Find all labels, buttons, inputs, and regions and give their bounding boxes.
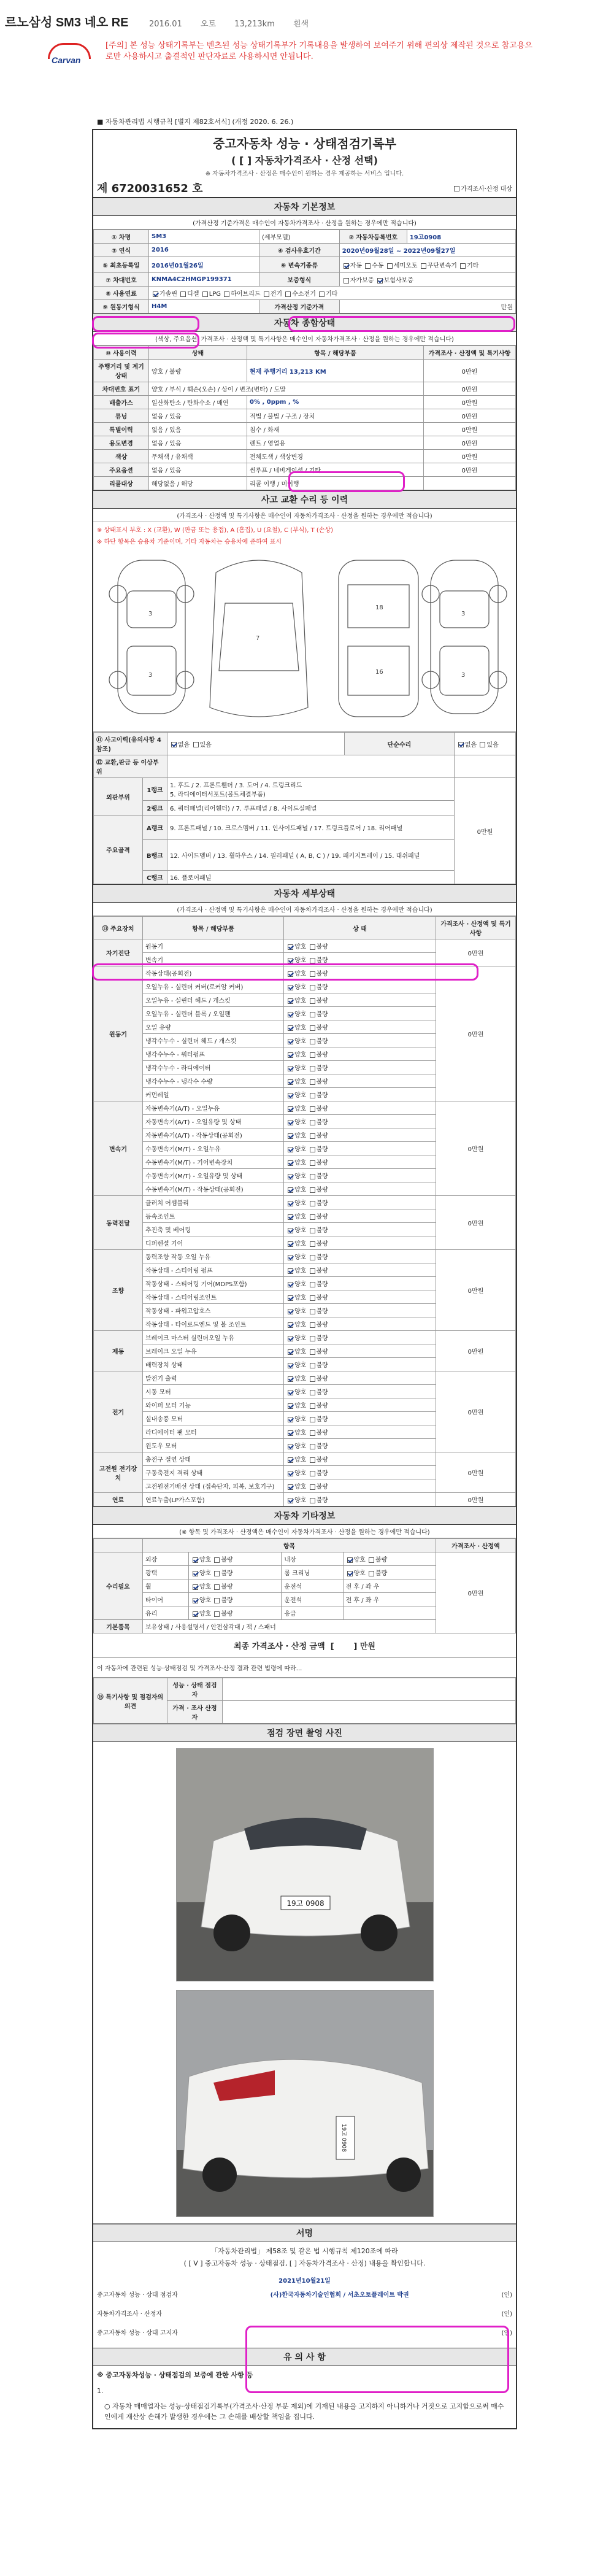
detail-row: 냉각수누수 - 워터펌프 양호 불량 [94,1047,516,1061]
detail-row: 작동상태 - 스티어링조인트 양호 불량 [94,1290,516,1304]
detail-row: 전기 발전기 출력 양호 불량 0만원 [94,1371,516,1385]
detail-row: 와이퍼 모터 기능 양호 불량 [94,1398,516,1412]
detail-row: 배력장치 상태 양호 불량 [94,1358,516,1371]
car-color: 흰색 [293,20,309,29]
car-mileage: 13,213km [234,20,275,29]
highlight-year [92,316,199,332]
doc-subtitle: ※ 자동차가격조사 · 산정은 매수인이 원하는 경우 제공하는 서비스 입니다. [205,171,404,177]
final-price-row: 최종 가격조사 · 산정 금액 [ ] 만원 [93,1633,516,1658]
value-firstreg: 2016년01월26일 [149,257,259,273]
detail-row: 작동상태 - 타이로드엔드 및 볼 조인트 양호 불량 [94,1317,516,1331]
label-warranty: 보증형식 [259,273,340,287]
label-plate: ② 자동차등록번호 [339,230,407,244]
svg-text:3: 3 [148,672,153,679]
detail-row: 추진축 및 베어링 양호 불량 [94,1223,516,1236]
inspector-name: (사)한국자동차기술인협회 / 서초오토플레이트 박권 [270,2292,409,2299]
label-name: ① 차명 [94,230,149,244]
detail-row: 조향 동력조향 작동 오일 누유 양호 불량 0만원 [94,1250,516,1263]
fuel-options: 가솔린 디젤 LPG 하이브리드 전기 수소전기 기타 [149,287,516,300]
svg-text:18: 18 [375,604,383,611]
value-engine: H4M [149,300,259,314]
photo-area [93,1742,516,2224]
check-label: 가격조사·산정 대상 [453,183,512,193]
etc-note: (※ 항목 및 가격조사 · 산정액은 매수인이 자동차가격조사 · 산정을 원하는 경우에만 적습니다) [93,1525,516,1538]
svg-text:3: 3 [461,672,466,679]
label-valid: ④ 검사유효기간 [259,244,340,257]
photo-title: 점검 장면 촬영 사진 [93,1724,516,1742]
basic-info-note: (가격산정 기준가격은 매수인이 자동차가격조사 · 산정을 원하는 경우에만 적습니다) [93,216,516,229]
svg-text:16: 16 [375,669,383,676]
current-mileage: 현재 주행거리 13,213 KM [247,360,424,382]
detail-row: 자기진단 원동기 양호 불량 0만원 [94,939,516,953]
detail-row: 원동기 작동상태(공회전) 양호 불량 0만원 [94,966,516,980]
detail-row: 작동상태 - 스티어링 기어(MDPS포함) 양호 불량 [94,1277,516,1290]
detail-row: 자동변속기(A/T) - 오일유량 및 상태 양호 불량 [94,1115,516,1128]
notice-text: [주의] 본 성능 상태기록부는 벤츠된 성능 상태기록부가 기록내용을 발생하여 보여주기 위해 편의상 제작된 것으로 참고용으로만 사용하시고 출결적인 판단자료로 사용하시면 안됩니다. [106,41,532,61]
detail-row: 자동변속기(A/T) - 작동상태(공회전) 양호 불량 [94,1128,516,1142]
detail-row: 오일 유량 양호 불량 [94,1020,516,1034]
accident-table: ⑪ 사고이력(유의사항 4 참조) 없음 있음 단순수리 없음 있음 ⑫ 교환,판금 등 이상부위 외판부위 1랭크 1. 후드 / 2. 프론트휀더 / 3. 도어 / 4. 트렁크리드 5. 라디에이터서포트(볼트체결부품) 0만원 2랭크 6. 쿼터패널(리어휀더) / 7. 루프패널 / 8. 사이드실패널 주요골격 A랭크 9. 프론트패널 / 10. 크로스멤버 / 11. 인사이드패널 / 17. 트렁크플로어 / 18. 리어패널 B랭크 12. 사이드멤버 / 13. 휠하우스 / 14. 필러패널 ( A, B, C ) / 19. 패키지트레이 / 15. 대쉬패널 C랭크 16. 플로어패널 [93,732,516,884]
caution-text: ○ 자동차 매매업자는 성능·상태점검기록부(가격조사·산정 부분 제외)에 기재된 내용을 고지하지 아니하거나 거짓으로 고지함으로써 매수인에게 재산상 손해가 발생한 경우에는 그 손해를 배상할 책임을 집니다. [104,2402,504,2421]
trans-options: 자동 수동 세미오토 무단변속기 기타 [339,257,515,273]
detail-row: 오일누유 - 실린더 헤드 / 개스킷 양호 불량 [94,993,516,1007]
svg-text:19고 0908: 19고 0908 [340,2124,347,2152]
detail-row: 제동 브레이크 마스터 실린더오일 누유 양호 불량 0만원 [94,1331,516,1344]
rear-photo [176,1990,434,2217]
label-vin: ⑦ 차대번호 [94,273,149,287]
highlight-valid [288,316,515,332]
svg-text:3: 3 [461,611,466,617]
label-firstreg: ⑤ 최초등록일 [94,257,149,273]
highlight-firstreg [92,333,199,349]
highlight-accident [92,963,478,981]
detail-row: 윈도우 모터 양호 불량 [94,1439,516,1452]
highlight-mileage [288,471,405,492]
svg-text:7: 7 [256,635,260,642]
detail-row: 고전원전기배선 상태 (접속단자, 피복, 보호기구) 양호 불량 [94,1479,516,1493]
law-text: 이 자동차에 관련된 성능·상태점검 및 가격조사·산정 결과 관련 법령에 따라... [93,1658,516,1678]
caution-item-no: 1. [97,2387,104,2395]
label-fuel: ⑧ 사용연료 [94,287,149,300]
detail-row: 연료 연료누출(LP가스포함) 양호 불량 0만원 [94,1493,516,1506]
basic-info-title: 자동차 기본정보 [93,198,516,216]
svg-text:19고 0908: 19고 0908 [286,1899,325,1908]
accident-legend2: ※ 하단 항목은 승용차 기준이며, 기타 자동차는 승용차에 준하여 표시 [97,539,282,546]
car-meta [149,17,325,29]
summary-title: 자동차 종합상태 [93,314,516,332]
detail-row: 시동 모터 양호 불량 [94,1385,516,1398]
detail-row: 구동축전지 격리 상태 양호 불량 [94,1466,516,1479]
label-trans: ⑥ 변속기종류 [259,257,340,273]
detail-row: 등속조인트 양호 불량 [94,1209,516,1223]
value-vin: KNMA4C2HMGP199371 [149,273,259,287]
detail-row: 동력전달 클러치 어셈블리 양호 불량 0만원 [94,1196,516,1209]
accident-title: 사고 교환 수리 등 이력 [93,490,516,509]
detail-row: 작동상태 - 파워고압호스 양호 불량 [94,1304,516,1317]
summary-note: (색상, 주요옵션, 가격조사 · 산정액 및 특기사항은 매수인이 자동차가격조사 · 산정을 원하는 경우에만 적습니다) [93,332,516,345]
detail-row: 냉각수누수 - 실린더 헤드 / 개스킷 양호 불량 [94,1034,516,1047]
car-name: 르노삼성 SM3 네오 RE [5,16,129,29]
accident-note: (가격조사 · 산정액 및 특기사항은 매수인이 자동차가격조사 · 산정을 원하는 경우에만 적습니다) [93,509,516,522]
caution-title: 유 의 사 항 [93,2348,516,2366]
svg-text:3: 3 [148,611,153,617]
car-outline-diagram [93,548,516,732]
detail-row: 실내송풍 모터 양호 불량 [94,1412,516,1425]
detail-row: 고전원 전기장치 충전구 절연 상태 양호 불량 0만원 [94,1452,516,1466]
basic-info-table: ① 차명 SM3 (세부모델) ② 자동차등록번호 19고0908 ③ 연식 2016 ④ 검사유효기간 2020년09월28일 ~ 2022년09월27일 ⑤ 최초등록일 2016년01월26일 ⑥ 변속기종류 자동 수동 세미오토 무단변속기 기타 ⑦ 차대번호 KNMA4C2HMGP199371 보증형식 자가보증 보험사보증 ⑧ 사용연료 가솔린 디젤 LPG 하이브리드 전기 수소전기 기타 ⑨ 원동기형식 H4M 가격산정 기준가격 만원 [93,229,516,314]
highlight-sign [245,2326,509,2393]
value-plate: 19고0908 [407,230,515,244]
accident-legend: ※ 상태표시 부호 : X (교환), W (판금 또는 용접), A (흠집), U (요철), C (부식), T (손상) [97,527,334,534]
doc-number-row [93,179,516,198]
doc-title: 중고자동차 성능 · 상태점검기록부 [213,136,396,151]
listing-header [0,0,603,37]
carvan-logo: Carvan [48,43,97,70]
detail-table: ⑬ 주요장치 항목 / 해당부품 상 태 가격조사 · 산정액 및 특기사항 자기진단 원동기 양호 불량 0만원 변속기 양호 불량 원동기 작동상태(공회전) 양호 불량 0만원 오일누유 - 실린더 커버(로커암 커버) 양호 불량 오일누유 - 실린더 헤드 / 개스킷 양호 불량 오일누유 - 실린더 블록 / 오일팬 양호 불량 오일 유량 양호 불량 냉각수누수 - 실린더 헤드 / 개스킷 양호 불량 냉각수누수 - 워터펌프 양호 불량 냉각수누수 - 라디에이터 양호 불량 냉각수누수 - 냉각수 수량 양호 불량 커먼레일 양호 불량 변속기 자동변속기(A/T) - 오일누유 양호 불량 0만원 자동변속기(A/T) - 오일유량 및 상태 양호 불량 자동변속기(A/T) - 작동상태(공회전) 양호 불량 수동변속기(M/T) - 오일누유 양호 불량 수동변속기(M/T) - 기어변속장치 양호 불량 수동변속기(M/T) - 오일유량 및 상태 양호 불량 수동변속기(M/T) - 작동상태(공회전) 양호 불량 동력전달 클러치 어셈블리 양호 불량 0만원 등속조인트 양호 불량 추진축 및 베어링 양호 불량 디퍼렌셜 기어 양호 불량 조향 동력조향 작동 오일 누유 양호 불량 0만원 작동상태 - 스티어링 펌프 양호 불량 작동상태 - 스티어링 기어(MDPS포함) 양호 불량 작동상태 - 스티어링조인트 양호 불량 작동상태 - 파워고압호스 양호 불량 작동상태 - 타이로드엔드 및 볼 조인트 양호 불량 제동 브레이크 마스터 실린더오일 누유 양호 불량 0만원 브레이크 오일 누유 양호 불량 배력장치 상태 양호 불량 전기 발전기 출력 양호 불량 0만원 시동 모터 양호 불량 와이퍼 모터 기능 양호 불량 실내송풍 모터 양호 불량 라디에이터 팬 모터 양호 불량 윈도우 모터 양호 불량 고전원 전기장치 충전구 절연 상태 양호 불량 0만원 구동축전지 격리 상태 양호 불량 고전원전기배선 상태 (접속단자, 피복, 보호기구) 양호 불량 연료 연료누출(LP가스포함) 양호 불량 0만원 [93,916,516,1506]
detail-row: 수동변속기(M/T) - 기어변속장치 양호 불량 [94,1155,516,1169]
value-name: SM3 [149,230,259,244]
etc-table: 항목 가격조사 · 산정액 수리필요 외장 양호 불량 내장 양호 불량 0만원 광택 양호 불량 룸 크리닝 양호 불량 휠 양호 불량 운전석 전 후 / 좌 우 타이어 양호 불량 운전석 전 후 / 좌 우 유리 양호 불량 응급 기본품목 보유상태 / 사용설명서 / 안전삼각대 / 잭 / 스패너 [93,1538,516,1633]
form-note: ■ 자동차관리법 시행규칙 [별지 제82호서식] (개정 2020. 6. 26.) [97,118,294,126]
detail-note: (가격조사 · 산정액 및 특기사항은 매수인이 자동차가격조사 · 산정을 원하는 경우에만 적습니다) [93,903,516,916]
detail-row: 오일누유 - 실린더 블록 / 오일팬 양호 불량 [94,1007,516,1020]
detail-row: 수동변속기(M/T) - 오일누유 양호 불량 [94,1142,516,1155]
detail-row: 변속기 양호 불량 [94,953,516,966]
detail-row: 라디에이터 팬 모터 양호 불량 [94,1425,516,1439]
sign-date: 2021년10월21일 [278,2278,331,2285]
detail-title: 자동차 세부상태 [93,884,516,903]
detail-row: 오일누유 - 실린더 커버(로커암 커버) 양호 불량 [94,980,516,993]
detail-row: 냉각수누수 - 냉각수 수량 양호 불량 [94,1074,516,1088]
detail-row: 수동변속기(M/T) - 오일유량 및 상태 양호 불량 [94,1169,516,1182]
detail-row: 커먼레일 양호 불량 [94,1088,516,1101]
detail-row: 디퍼렌셜 기어 양호 불량 [94,1236,516,1250]
car-year: 2016.01 [149,20,182,29]
sign-text2: ( [ V ] 중고자동차 성능 · 상태점검, [ ] 자동차가격조사 · 산정) 내용을 확인합니다. [183,2259,426,2267]
car-diagram [93,548,516,732]
detail-row: 작동상태 - 스티어링 펌프 양호 불량 [94,1263,516,1277]
sign-block: 2021년10월21일 중고자동차 성능 · 상태 점검자 (사)한국자동차기술인협회 / 서초오토플레이트 박권 (인) 자동차가격조사 · 산정자 (인) 중고자동차 성능 · 상태 고지자 (인) [93,2272,516,2348]
car-transmission: 오토 [200,20,217,29]
value-year: 2016 [149,244,259,257]
doc-number: 제 6720031652 호 [97,182,203,195]
detail-row: 브레이크 오일 누유 양호 불량 [94,1344,516,1358]
detail-row: 수동변속기(M/T) - 작동상태(공회전) 양호 불량 [94,1182,516,1196]
front-photo [176,1748,434,1981]
detail-row: 냉각수누수 - 라디에이터 양호 불량 [94,1061,516,1074]
sign-text: 「자동차관리법」 제58조 및 같은 법 시행규칙 제120조에 따라 [211,2247,398,2255]
special-table: ⑮ 특기사항 및 점검자의 의견 성능 · 상태 점검자 가격 · 조사 산정자 [93,1678,516,1724]
summary-table: ⑩ 사용이력 상태 항목 / 해당부품 가격조사 · 산정액 및 특기사항 주행거리 및 계기상태 양호 / 불량 현재 주행거리 13,213 KM 0만원 차대번호 표기 양호 / 부식 / 훼손(오손) / 상이 / 변조(변타) / 도말 0만원 배출가스 일산화탄소 / 탄화수소 / 매연 0% , 0ppm , % 0만원 튜닝 없음 / 있음 적법 / 불법 / 구조 / 장치 0만원 특별이력 없음 / 있음 침수 / 화재 0만원 용도변경 없음 / 있음 렌트 / 영업용 0만원 색상 무채색 / 유채색 전체도색 / 색상변경 0만원 주요옵션 없음 / 있음 썬루프 / 네비게이션 / 기타 0만원 리콜대상 해당없음 / 해당 리콜 이행 / 미이행 [93,345,516,490]
label-engine: ⑨ 원동기형식 [94,300,149,314]
detail-row: 변속기 자동변속기(A/T) - 오일누유 양호 불량 0만원 [94,1101,516,1115]
caution-sub: ※ 중고자동차성능 · 상태점검의 보증에 관한 사항 등 [97,2371,253,2379]
sign-title: 서명 [93,2224,516,2242]
label-year: ③ 연식 [94,244,149,257]
notice-box [0,37,603,104]
doc-title2: ( [ ] 자동차가격조사 · 산정 선택) [231,155,378,166]
etc-title: 자동차 기타정보 [93,1506,516,1525]
value-valid: 2020년09월28일 ~ 2022년09월27일 [339,244,515,257]
